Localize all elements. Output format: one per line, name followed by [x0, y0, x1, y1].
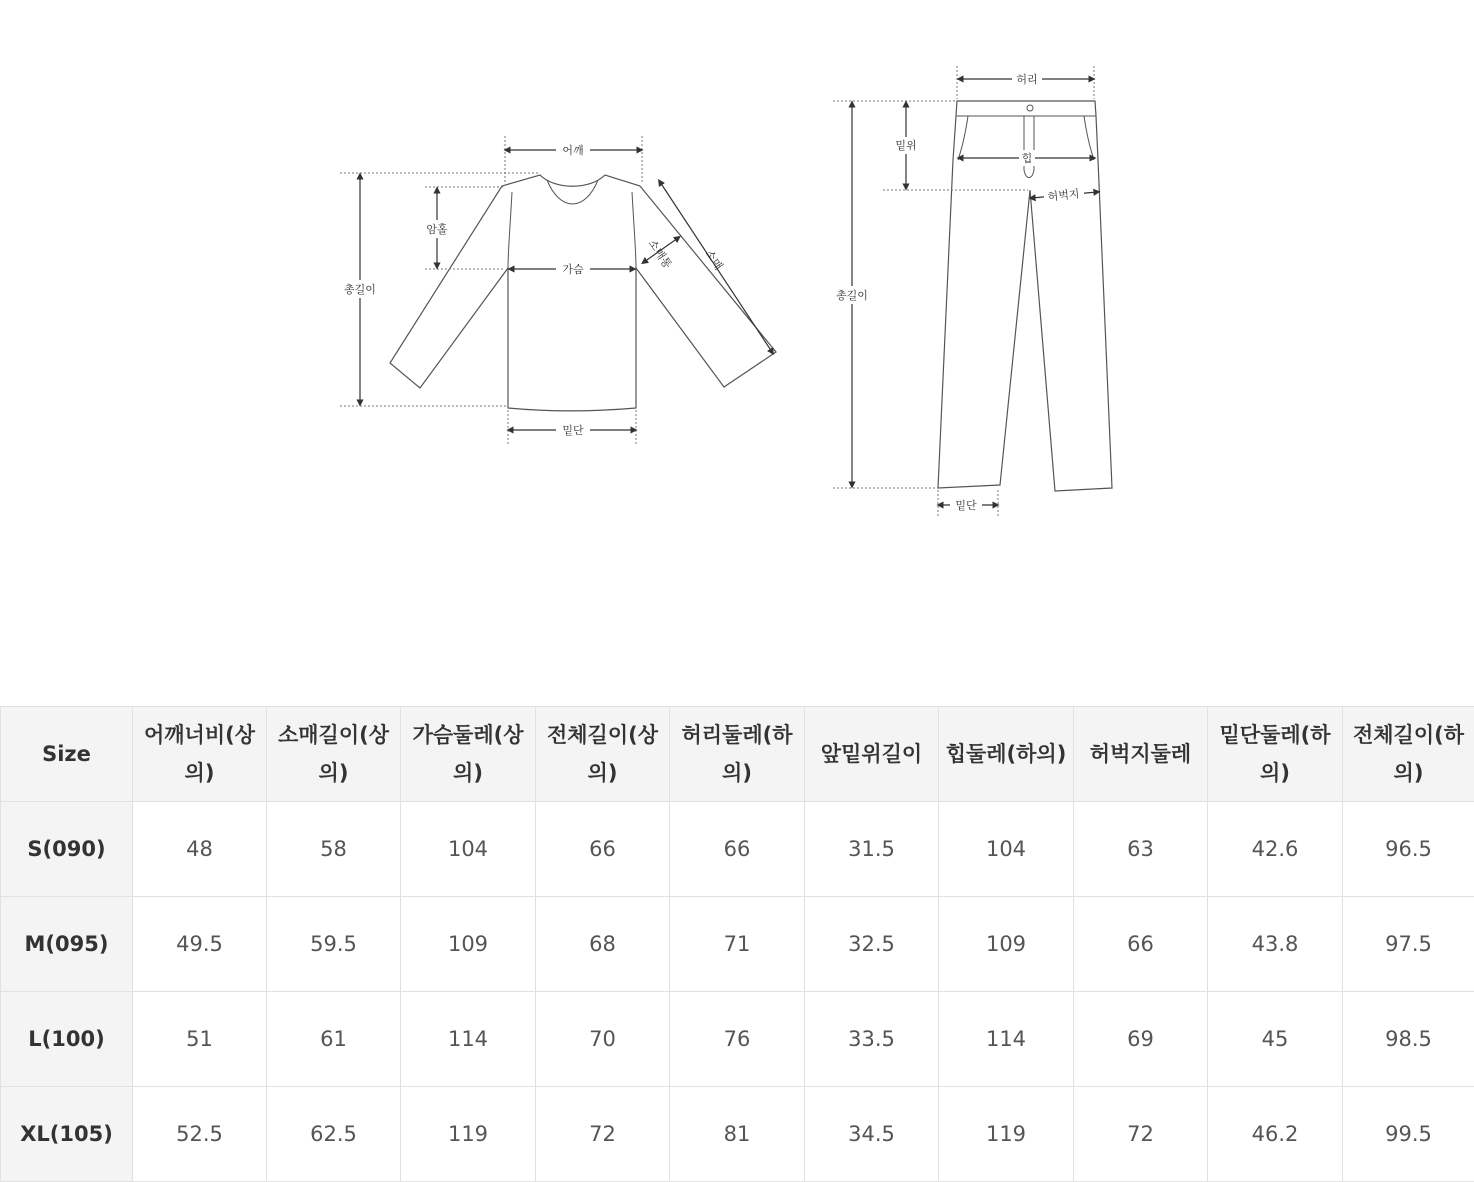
table-cell: 32.5: [805, 897, 939, 992]
table-cell: 68: [536, 897, 670, 992]
row-size-label: S(090): [1, 802, 133, 897]
table-cell: 43.8: [1208, 897, 1343, 992]
table-cell: 104: [939, 802, 1074, 897]
size-table-container: [0, 706, 1474, 1182]
table-cell: 97.5: [1343, 897, 1474, 992]
top-garment-drawing: [338, 136, 776, 446]
table-cell: 59.5: [267, 897, 401, 992]
table-cell: 45: [1208, 992, 1343, 1087]
pants-hip-label: 힙: [1022, 151, 1033, 165]
header-bottom-length: 전체길이(하의): [1343, 707, 1474, 802]
header-size: Size: [1, 707, 133, 802]
table-cell: 119: [401, 1087, 536, 1182]
pants-hem-label: 밑단: [955, 498, 977, 512]
table-cell: 104: [401, 802, 536, 897]
table-row: [1, 802, 1474, 897]
top-shoulder-label: 어깨: [562, 143, 583, 157]
table-cell: 96.5: [1343, 802, 1474, 897]
table-cell: 51: [133, 992, 267, 1087]
table-cell: 62.5: [267, 1087, 401, 1182]
table-cell: 52.5: [133, 1087, 267, 1182]
size-table: [0, 706, 1474, 1182]
table-cell: 76: [670, 992, 805, 1087]
header-hem: 밑단둘레(하의): [1208, 707, 1343, 802]
header-chest: 가슴둘레(상의): [401, 707, 536, 802]
table-cell: 114: [939, 992, 1074, 1087]
table-cell: 61: [267, 992, 401, 1087]
table-cell: 98.5: [1343, 992, 1474, 1087]
table-row: [1, 897, 1474, 992]
table-cell: 71: [670, 897, 805, 992]
table-cell: 70: [536, 992, 670, 1087]
header-shoulder-width: 어깨너비(상의): [133, 707, 267, 802]
table-cell: 33.5: [805, 992, 939, 1087]
table-cell: 114: [401, 992, 536, 1087]
pants-thigh-label: 허벅지: [1047, 186, 1080, 203]
table-cell: 42.6: [1208, 802, 1343, 897]
table-cell: 46.2: [1208, 1087, 1343, 1182]
table-cell: 72: [536, 1087, 670, 1182]
table-row: [1, 1087, 1474, 1182]
top-outline: [390, 175, 776, 411]
header-hip: 힙둘레(하의): [939, 707, 1074, 802]
top-sleeve-label: 소매: [703, 247, 726, 272]
table-row: [1, 992, 1474, 1087]
table-cell: 119: [939, 1087, 1074, 1182]
pants-rise-label: 밑위: [895, 138, 916, 152]
table-cell: 109: [401, 897, 536, 992]
table-cell: 48: [133, 802, 267, 897]
table-cell: 66: [670, 802, 805, 897]
header-thigh: 허벅지둘레: [1074, 707, 1208, 802]
table-cell: 34.5: [805, 1087, 939, 1182]
top-armhole-label: 암홀: [426, 222, 448, 236]
table-cell: 63: [1074, 802, 1208, 897]
table-cell: 69: [1074, 992, 1208, 1087]
header-waist: 허리둘레(하의): [670, 707, 805, 802]
pants-total-length-label: 총길이: [836, 288, 868, 302]
top-hem-label: 밑단: [562, 423, 584, 437]
table-cell: 66: [536, 802, 670, 897]
table-cell: 31.5: [805, 802, 939, 897]
top-sleeve-width-label: 소매통: [646, 237, 676, 272]
table-header-row: [1, 707, 1474, 802]
top-chest-label: 가슴: [562, 262, 584, 276]
table-cell: 66: [1074, 897, 1208, 992]
bottom-garment-drawing: [832, 66, 1112, 518]
table-cell: 72: [1074, 1087, 1208, 1182]
table-cell: 81: [670, 1087, 805, 1182]
header-sleeve-length: 소매길이(상의): [267, 707, 401, 802]
pants-waist-label: 허리: [1016, 72, 1037, 86]
top-total-length-label: 총길이: [344, 282, 376, 296]
header-top-length: 전체길이(상의): [536, 707, 670, 802]
table-cell: 99.5: [1343, 1087, 1474, 1182]
table-cell: 49.5: [133, 897, 267, 992]
row-size-label: M(095): [1, 897, 133, 992]
table-cell: 109: [939, 897, 1074, 992]
row-size-label: L(100): [1, 992, 133, 1087]
table-cell: 58: [267, 802, 401, 897]
row-size-label: XL(105): [1, 1087, 133, 1182]
header-front-rise: 앞밑위길이: [805, 707, 939, 802]
